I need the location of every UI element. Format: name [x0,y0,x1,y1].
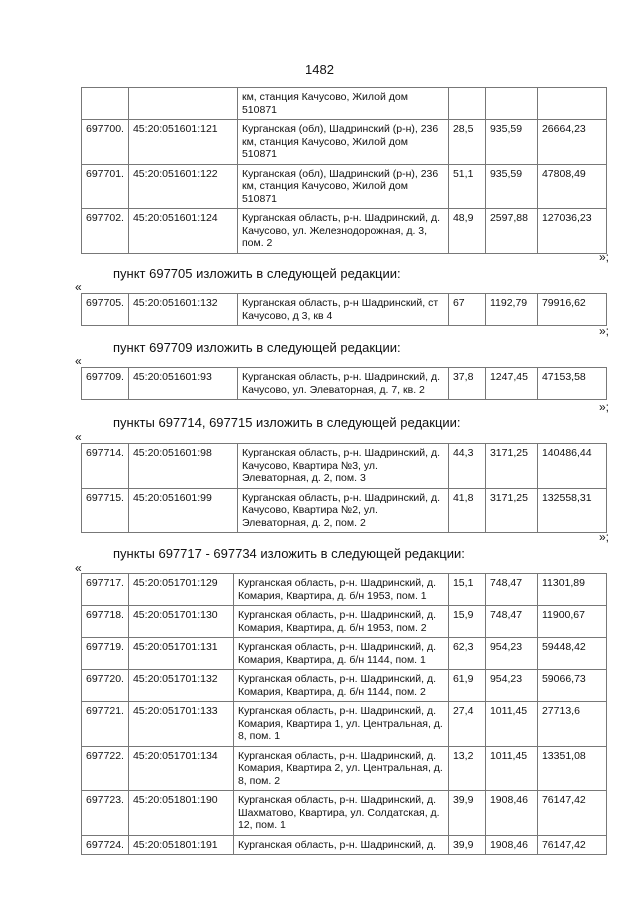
row-number-cell: 697721. [82,702,129,747]
row-number-cell: 697701. [82,164,129,209]
close-quote: »; [598,530,609,544]
page-number: 1482 [305,62,334,77]
value-cell: 127036,23 [537,209,606,254]
row-number-cell: 697702. [82,209,129,254]
table-697717-697734 [81,573,607,855]
row-number-cell: 697719. [82,638,129,670]
close-quote: »; [598,400,609,414]
rate-cell: 935,59 [485,164,537,209]
table-row [82,702,607,747]
table-697705 [81,293,607,326]
cadastral-number-cell [128,88,237,120]
table-continuation [81,87,607,254]
row-number-cell: 697700. [82,120,129,165]
table-row [82,209,607,254]
row-number-cell: 697717. [82,574,129,606]
section-heading-697714: пункты 697714, 697715 изложить в следующей редакции: [113,415,461,430]
value-cell: 47153,58 [537,368,606,400]
value-cell: 76147,42 [537,791,606,836]
rate-cell: 954,23 [485,638,537,670]
value-cell: 26664,23 [537,120,606,165]
cadastral-number-cell: 45:20:051601:99 [128,488,237,533]
value-cell: 47808,49 [537,164,606,209]
area-cell: 15,9 [448,606,485,638]
table-row [82,488,607,533]
table-row [82,574,607,606]
rate-cell: 1011,45 [485,746,537,791]
table-row [82,164,607,209]
close-quote: »; [598,324,609,338]
address-cell: Курганская область, р-н. Шадринский, д. Комария, Квартира 2, ул. Центральная, д. 8, пом. 2 [233,746,448,791]
address-cell: Курганская область, р-н. Шадринский, д. Качусово, Квартира №2, ул. Элеваторная, д. 2, пом. 2 [237,488,448,533]
cadastral-number-cell: 45:20:051601:122 [128,164,237,209]
cadastral-number-cell: 45:20:051601:132 [128,294,237,326]
table-697709 [81,367,607,400]
row-number-cell: 697709. [82,368,129,400]
open-quote: « [75,280,82,294]
table-row [82,638,607,670]
cadastral-number-cell: 45:20:051701:132 [128,670,233,702]
table-row [82,606,607,638]
area-cell: 37,8 [448,368,485,400]
table-row [82,120,607,165]
cadastral-number-cell: 45:20:051701:129 [128,574,233,606]
section-heading-697705: пункт 697705 изложить в следующей редакции: [113,266,401,281]
row-number-cell: 697722. [82,746,129,791]
cadastral-number-cell: 45:20:051801:190 [128,791,233,836]
section-heading-697709: пункт 697709 изложить в следующей редакции: [113,340,401,355]
row-number-cell [82,88,129,120]
value-cell: 140486,44 [537,444,606,489]
address-cell: Курганская (обл), Шадринский (р-н), 236 км, станция Качусово, Жилой дом 510871 [237,164,448,209]
area-cell: 15,1 [448,574,485,606]
row-number-cell: 697723. [82,791,129,836]
address-cell: Курганская область, р-н. Шадринский, д. Комария, Квартира 1, ул. Центральная, д. 8, пом. 1 [233,702,448,747]
close-quote: »; [598,250,609,264]
cadastral-number-cell: 45:20:051701:131 [128,638,233,670]
value-cell: 13351,08 [537,746,606,791]
table-697714-697715 [81,443,607,533]
table-row [82,444,607,489]
value-cell: 27713,6 [537,702,606,747]
row-number-cell: 697718. [82,606,129,638]
address-cell: Курганская область, р-н. Шадринский, д. Комария, Квартира, д. б/н 1953, пом. 1 [233,574,448,606]
row-number-cell: 697720. [82,670,129,702]
address-cell: Курганская область, р-н. Шадринский, д. Шахматово, Квартира, ул. Солдатская, д. 12, пом. 1 [233,791,448,836]
value-cell: 11301,89 [537,574,606,606]
table-row [82,670,607,702]
address-cell: Курганская (обл), Шадринский (р-н), 236 км, станция Качусово, Жилой дом 510871 [237,120,448,165]
cadastral-number-cell: 45:20:051601:124 [128,209,237,254]
table-row [82,746,607,791]
rate-cell: 1908,46 [485,791,537,836]
rate-cell: 954,23 [485,670,537,702]
section-heading-697717: пункты 697717 - 697734 изложить в следующей редакции: [113,546,465,561]
area-cell: 67 [448,294,485,326]
address-cell: Курганская область, р-н. Шадринский, д. [233,835,448,855]
rate-cell: 935,59 [485,120,537,165]
open-quote: « [75,354,82,368]
value-cell [537,88,606,120]
address-cell: км, станция Качусово, Жилой дом 510871 [237,88,448,120]
area-cell: 48,9 [448,209,485,254]
area-cell [448,88,485,120]
address-cell: Курганская область, р-н. Шадринский, д. Комария, Квартира, д. б/н 1953, пом. 2 [233,606,448,638]
row-number-cell: 697715. [82,488,129,533]
table-row [82,835,607,855]
cadastral-number-cell: 45:20:051701:134 [128,746,233,791]
table-row [82,294,607,326]
address-cell: Курганская область, р-н Шадринский, ст Качусово, д 3, кв 4 [237,294,448,326]
address-cell: Курганская область, р-н. Шадринский, д. Качусово, Квартира №3, ул. Элеваторная, д. 2, пом. 3 [237,444,448,489]
area-cell: 39,9 [448,835,485,855]
rate-cell: 2597,88 [485,209,537,254]
area-cell: 51,1 [448,164,485,209]
row-number-cell: 697714. [82,444,129,489]
value-cell: 132558,31 [537,488,606,533]
open-quote: « [75,561,82,575]
table-row [82,88,607,120]
rate-cell: 3171,25 [485,488,537,533]
address-cell: Курганская область, р-н. Шадринский, д. Комария, Квартира, д. б/н 1144, пом. 1 [233,638,448,670]
area-cell: 62,3 [448,638,485,670]
cadastral-number-cell: 45:20:051601:93 [128,368,237,400]
rate-cell: 748,47 [485,574,537,606]
table-row [82,791,607,836]
rate-cell: 748,47 [485,606,537,638]
value-cell: 59448,42 [537,638,606,670]
rate-cell: 3171,25 [485,444,537,489]
area-cell: 27,4 [448,702,485,747]
area-cell: 61,9 [448,670,485,702]
cadastral-number-cell: 45:20:051601:98 [128,444,237,489]
row-number-cell: 697705. [82,294,129,326]
value-cell: 11900,67 [537,606,606,638]
area-cell: 41,8 [448,488,485,533]
cadastral-number-cell: 45:20:051801:191 [128,835,233,855]
area-cell: 28,5 [448,120,485,165]
area-cell: 13,2 [448,746,485,791]
address-cell: Курганская область, р-н. Шадринский, д. Комария, Квартира, д. б/н 1144, пом. 2 [233,670,448,702]
address-cell: Курганская область, р-н. Шадринский, д. Качусово, ул. Железнодорожная, д. 3, пом. 2 [237,209,448,254]
rate-cell [485,88,537,120]
value-cell: 59066,73 [537,670,606,702]
cadastral-number-cell: 45:20:051601:121 [128,120,237,165]
area-cell: 39,9 [448,791,485,836]
cadastral-number-cell: 45:20:051701:130 [128,606,233,638]
value-cell: 76147,42 [537,835,606,855]
table-row [82,368,607,400]
rate-cell: 1192,79 [485,294,537,326]
open-quote: « [75,430,82,444]
row-number-cell: 697724. [82,835,129,855]
value-cell: 79916,62 [537,294,606,326]
rate-cell: 1247,45 [485,368,537,400]
address-cell: Курганская область, р-н. Шадринский, д. Качусово, ул. Элеваторная, д. 7, кв. 2 [237,368,448,400]
rate-cell: 1011,45 [485,702,537,747]
cadastral-number-cell: 45:20:051701:133 [128,702,233,747]
rate-cell: 1908,46 [485,835,537,855]
area-cell: 44,3 [448,444,485,489]
